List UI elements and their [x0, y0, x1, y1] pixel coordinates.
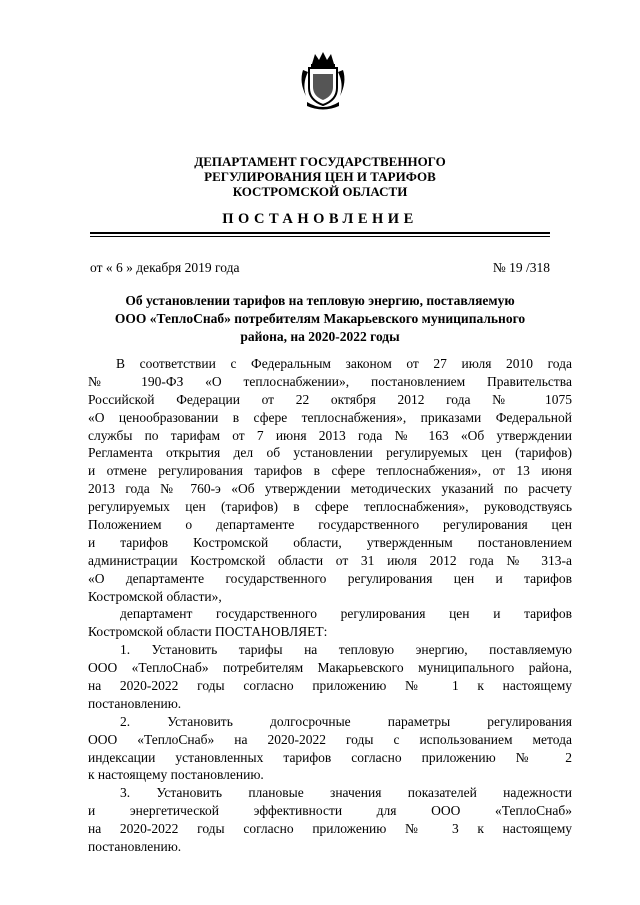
- body-line: Костромской области ПОСТАНОВЛЯЕТ:: [88, 624, 328, 640]
- body-line: 2013 года № 760-э «Об утверждении методических указаний по расчету: [88, 481, 572, 497]
- body-line: к настоящему постановлению.: [88, 767, 264, 783]
- subject-line: Об установлении тарифов на тепловую энергию, поставляемую: [125, 293, 515, 308]
- body-line: «О ценообразовании в сфере теплоснабжения», приказами Федеральной: [88, 409, 572, 425]
- body-line: индексации установленных тарифов согласно приложению № 2: [88, 749, 572, 765]
- document-date: от « 6 » декабря 2019 года: [90, 260, 240, 275]
- body-line: ООО «ТеплоСнаб» потребителям Макарьевского муниципального района,: [88, 660, 572, 676]
- body-line: постановлению.: [88, 839, 182, 855]
- body-line: Положением о департаменте государственного регулирования цен: [88, 517, 572, 533]
- body-line: «О департаменте государственного регулирования цен и тарифов: [88, 570, 572, 586]
- department-line: ДЕПАРТАМЕНТ ГОСУДАРСТВЕННОГО: [194, 154, 446, 169]
- body-line: Костромской области»,: [88, 588, 222, 604]
- body-line: и тарифов Костромской области, утвержденным постановлением: [88, 534, 572, 550]
- body-line: на 2020-2022 годы согласно приложению № 1 к настоящему: [88, 678, 572, 694]
- subject-line: ООО «ТеплоСнаб» потребителям Макарьевского муниципального: [114, 311, 526, 326]
- document-subject: [0, 292, 640, 346]
- department-name: [0, 154, 640, 199]
- divider-thin: [90, 236, 550, 237]
- department-line: КОСТРОМСКОЙ ОБЛАСТИ: [232, 184, 408, 199]
- department-line: РЕГУЛИРОВАНИЯ ЦЕН И ТАРИФОВ: [204, 169, 436, 184]
- body-line: № 190-ФЗ «О теплоснабжении», постановлением Правительства: [88, 373, 572, 389]
- document-body: [88, 355, 572, 856]
- body-line: службы по тарифам от 7 июня 2013 года № 163 «Об утверждении: [88, 427, 572, 443]
- body-line: постановлению.: [88, 695, 182, 711]
- body-line: Регламента открытия дел об установлении регулируемых цен (тарифов): [88, 445, 572, 461]
- document-number: № 19 /318: [492, 260, 550, 275]
- body-line: департамент государственного регулирования цен и тарифов: [120, 606, 572, 622]
- body-line: регулируемых цен (тарифов) в сфере теплоснабжения», руководствуясь: [88, 499, 572, 515]
- document-type-title: ПОСТАНОВЛЕНИЕ: [222, 211, 418, 227]
- body-line: ООО «ТеплоСнаб» на 2020-2022 годы с использованием метода: [88, 731, 572, 747]
- body-line: и энергетической эффективности для ООО «ТеплоСнаб»: [88, 803, 572, 819]
- body-line: 2. Установить долгосрочные параметры регулирования: [120, 713, 572, 729]
- body-line: В соответствии с Федеральным законом от 27 июля 2010 года: [116, 356, 572, 371]
- body-line: администрации Костромской области от 31 июля 2012 года № 313-а: [88, 552, 572, 568]
- body-line: 1. Установить тарифы на тепловую энергию, поставляемую: [120, 642, 572, 658]
- subject-line: района, на 2020-2022 годы: [240, 329, 400, 344]
- coat-of-arms-icon: [298, 50, 348, 110]
- divider-thick: [90, 232, 550, 234]
- body-line: Российской Федерации от 22 октября 2012 года № 1075: [88, 391, 572, 407]
- body-line: и отмене регулирования тарифов в сфере теплоснабжения», от 13 июня: [88, 463, 572, 479]
- body-line: 3. Установить плановые значения показателей надежности: [120, 785, 572, 801]
- body-line: на 2020-2022 годы согласно приложению № 3 к настоящему: [88, 821, 572, 837]
